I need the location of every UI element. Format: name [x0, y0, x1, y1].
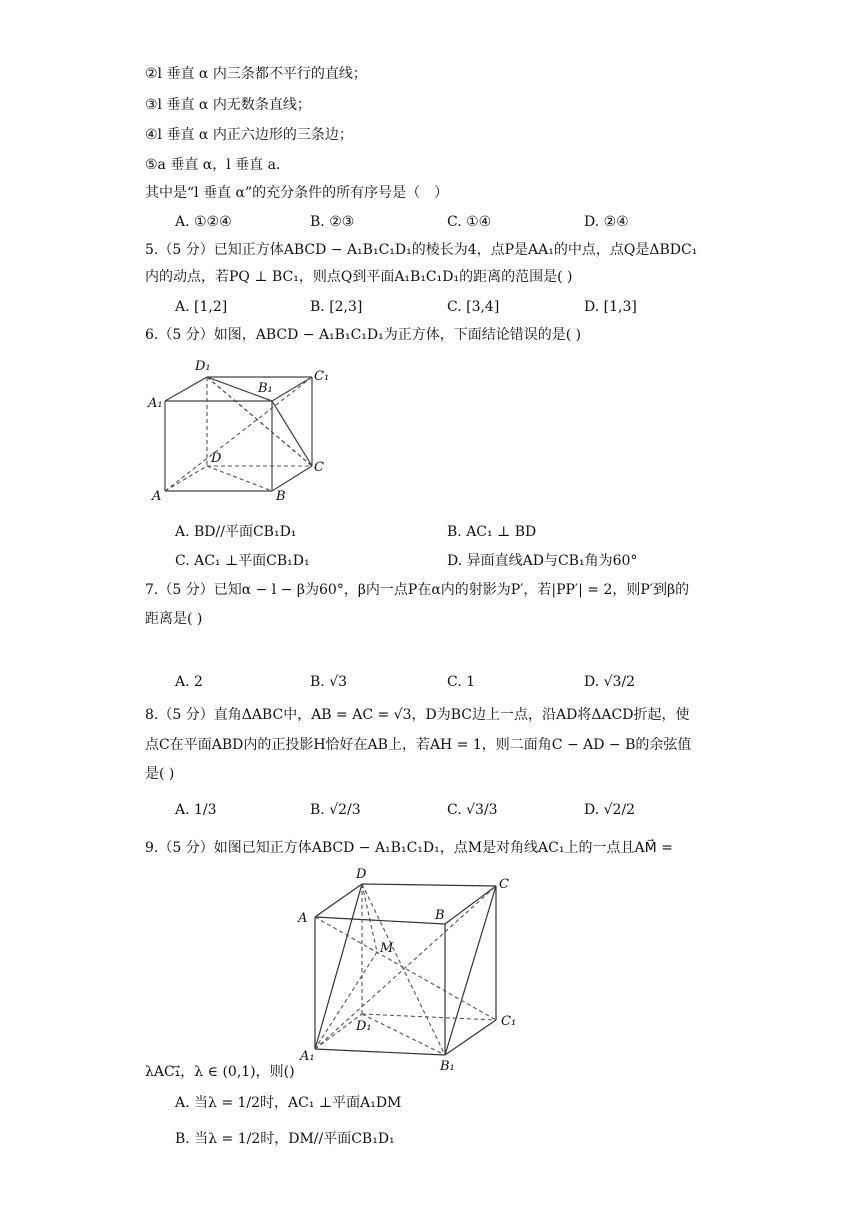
- label-b: B: [276, 489, 286, 504]
- q7-option-a: A. 2: [175, 674, 203, 690]
- label-c1: C₁: [501, 1014, 517, 1029]
- q8-option-d: D. √2/2: [584, 802, 636, 818]
- q6-option-c: C. AC₁ ⊥平面CB₁D₁: [175, 553, 310, 569]
- q8-option-c: C. √3/3: [447, 802, 498, 818]
- q9-option-b: B. 当λ = 1/2时，DM//平面CB₁D₁: [175, 1131, 395, 1147]
- label-d: D: [356, 867, 367, 882]
- q4-question-tail: 其中是“l 垂直 α”的充分条件的所有序号是（ ）: [145, 185, 449, 201]
- q9-stem-line1: 9.（5 分）如图已知正方体ABCD − A₁B₁C₁D₁，点M是对角线AC₁上的一点且AM⃗ =: [145, 840, 673, 856]
- q6-option-a: A. BD//平面CB₁D₁: [175, 524, 297, 540]
- q4-option-c: C. ①④: [447, 214, 492, 230]
- q5-stem-line1: 5.（5 分）已知正方体ABCD − A₁B₁C₁D₁的棱长为4，点P是AA₁的中点，点Q是ΔBDC₁: [145, 242, 698, 258]
- label-d: D: [211, 451, 222, 466]
- q7-option-b: B. √3: [310, 674, 348, 690]
- label-c1: C₁: [314, 369, 330, 384]
- label-c: C: [314, 460, 324, 475]
- q9-option-a: A. 当λ = 1/2时，AC₁ ⊥平面A₁DM: [175, 1095, 402, 1111]
- q5-option-d: D. [1,3]: [584, 299, 637, 315]
- q7-option-d: D. √3/2: [584, 674, 636, 690]
- condition-4: ④l 垂直 α 内正六边形的三条边；: [145, 127, 353, 143]
- q8-stem-line2: 点C在平面ABD内的正投影H恰好在AB上，若AH = 1，则二面角C − AD − B的余弦值: [145, 737, 692, 753]
- q8-option-b: B. √2/3: [310, 802, 361, 818]
- label-m: M: [380, 941, 394, 956]
- condition-3: ③l 垂直 α 内无数条直线；: [145, 97, 311, 113]
- q5-stem-line2: 内的动点，若PQ ⊥ BC₁，则点Q到平面A₁B₁C₁D₁的距离的范围是( ): [145, 269, 573, 285]
- q9-cube-figure: [290, 862, 530, 1074]
- label-a: A: [298, 911, 308, 926]
- q6-stem: 6.（5 分）如图，ABCD − A₁B₁C₁D₁为正方体，下面结论错误的是( ): [145, 327, 582, 343]
- q5-option-b: B. [2,3]: [310, 299, 363, 315]
- q6-option-b: B. AC₁ ⊥ BD: [447, 524, 537, 540]
- q7-option-c: C. 1: [447, 674, 476, 690]
- q4-option-d: D. ②④: [584, 214, 629, 230]
- q9-stem-line2: λAC₁⃗，λ ∈ (0,1)，则(): [145, 1064, 295, 1080]
- label-c: C: [499, 877, 509, 892]
- q8-stem-line3: 是( ): [145, 766, 175, 782]
- q5-option-a: A. [1,2]: [175, 299, 228, 315]
- label-b1: B₁: [440, 1059, 455, 1074]
- q8-option-a: A. 1/3: [175, 802, 217, 818]
- q7-stem-line2: 距离是( ): [145, 611, 203, 627]
- q4-option-a: A. ①②④: [175, 214, 232, 230]
- q8-stem-line1: 8.（5 分）直角ΔABC中，AB = AC = √3，D为BC边上一点，沿AD将ΔACD折起，使: [145, 707, 690, 723]
- condition-2: ②l 垂直 α 内三条都不平行的直线；: [145, 66, 367, 82]
- label-d1: D₁: [195, 359, 211, 374]
- label-a1: A₁: [148, 396, 163, 411]
- q6-cube-figure: [145, 350, 345, 505]
- q5-option-c: C. [3,4]: [447, 299, 500, 315]
- label-d1: D₁: [356, 1019, 372, 1034]
- label-b: B: [435, 908, 445, 923]
- condition-5: ⑤a 垂直 α，l 垂直 a．: [145, 157, 290, 173]
- label-a: A: [152, 489, 162, 504]
- label-a1: A₁: [300, 1049, 315, 1064]
- label-b1: B₁: [258, 381, 273, 396]
- q7-stem-line1: 7.（5 分）已知α − l − β为60°，β内一点P在α内的射影为P′，若|PP′| = 2，则P′到β的: [145, 582, 690, 598]
- q6-option-d: D. 异面直线AD与CB₁角为60°: [447, 553, 638, 569]
- q4-option-b: B. ②③: [310, 214, 355, 230]
